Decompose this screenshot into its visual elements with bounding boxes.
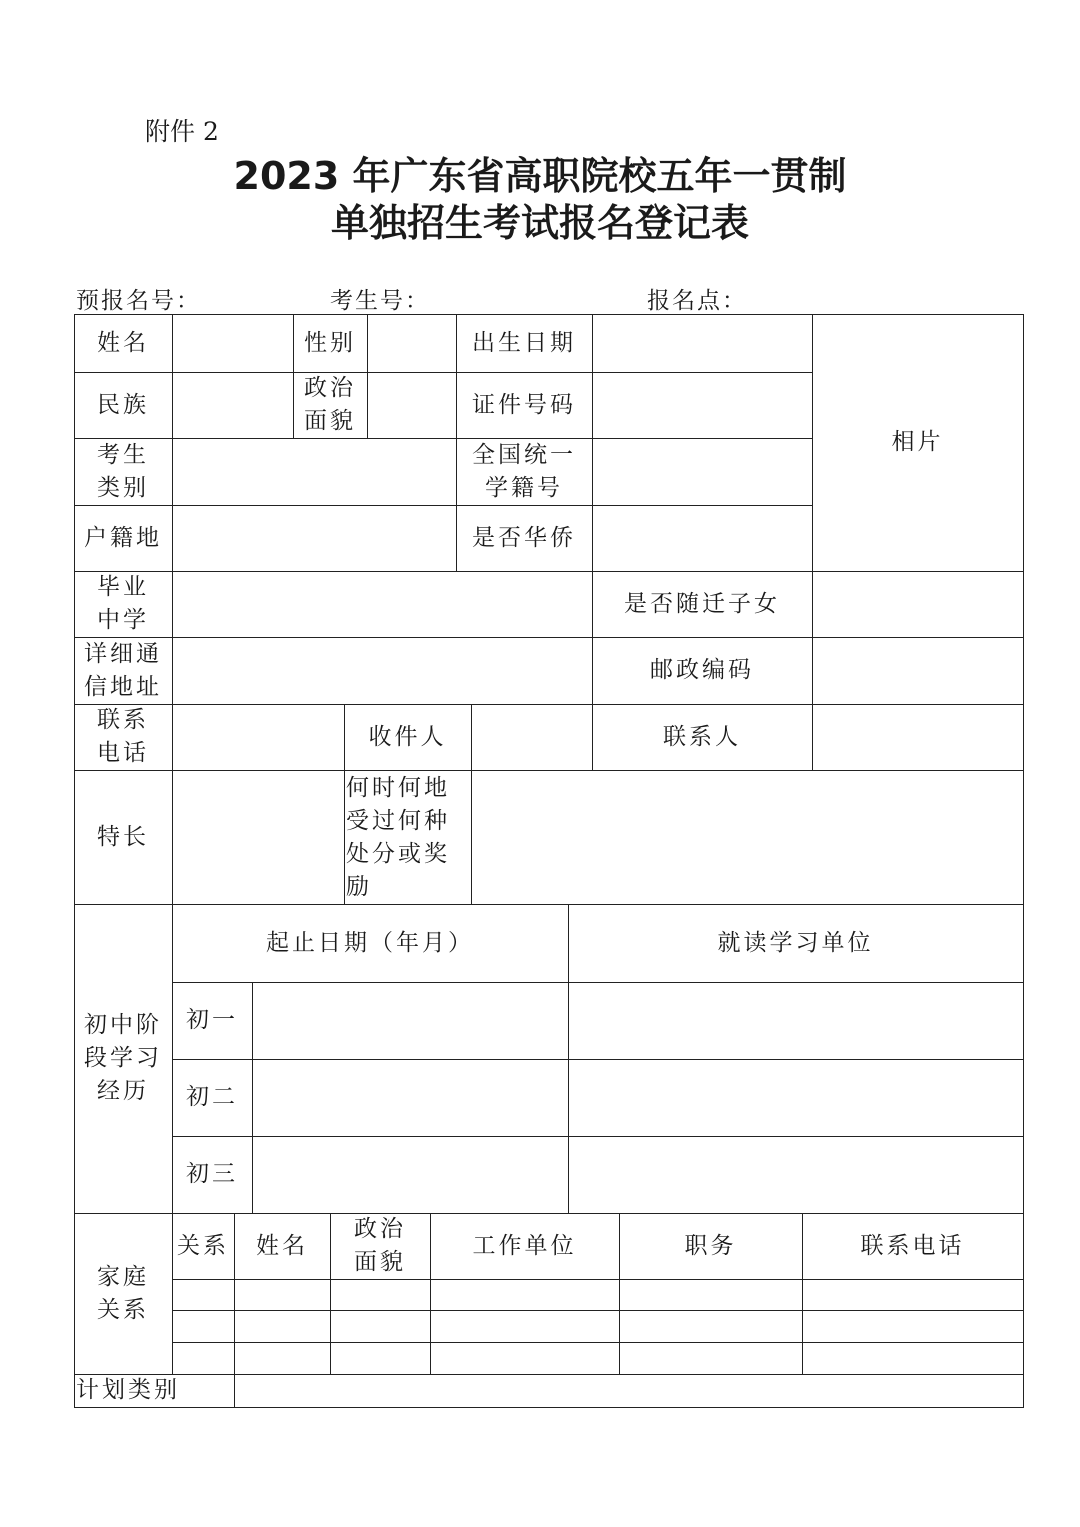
form-title-line1: 2023 年广东省高职院校五年一贯制 <box>233 154 847 198</box>
duty-header: 职务 <box>684 1232 737 1259</box>
name-label: 姓名 <box>97 329 149 356</box>
punishment-award-label: 何时何地 受过何种 处分或奖 励 <box>346 775 450 900</box>
pre-registration-number-label: 预报名号： <box>76 288 201 314</box>
phone-label: 联系 电话 <box>97 707 149 766</box>
grade-row-label: 初一 <box>186 1007 238 1033</box>
political-status-label: 政治 面貌 <box>304 375 356 434</box>
family-political-header: 政治 面貌 <box>354 1216 406 1275</box>
ethnicity-label: 民族 <box>97 391 149 418</box>
family-relations-label: 家庭 关系 <box>97 1263 149 1323</box>
contact-person-label: 联系人 <box>663 723 741 750</box>
grade-row-label: 初二 <box>186 1084 238 1110</box>
gender-label: 性别 <box>304 329 356 356</box>
grade-row-label: 初三 <box>186 1161 238 1187</box>
exam-number-label: 考生号： <box>330 288 430 314</box>
date-range-header: 起止日期（年月） <box>266 929 474 956</box>
recipient-label: 收件人 <box>368 723 447 750</box>
family-name-header: 姓名 <box>256 1232 308 1259</box>
mailing-address-label: 详细通 信地址 <box>84 640 162 700</box>
specialty-label: 特长 <box>97 823 149 850</box>
form-title-line2: 单独招生考试报名登记表 <box>330 201 749 245</box>
plan-category-label: 计划类别 <box>76 1377 180 1403</box>
id-number-label: 证件号码 <box>472 391 576 418</box>
national-student-id-label: 全国统一 学籍号 <box>472 441 576 501</box>
migrant-child-label: 是否随迁子女 <box>624 590 780 617</box>
registration-site-label: 报名点： <box>647 288 747 314</box>
candidate-category-label: 考生 类别 <box>97 441 149 501</box>
work-unit-header: 工作单位 <box>472 1232 577 1259</box>
relation-header: 关系 <box>177 1232 229 1259</box>
photo-box: 相片 <box>891 429 944 455</box>
attachment-label: 附件 2 <box>145 117 219 146</box>
family-phone-header: 联系电话 <box>860 1232 965 1259</box>
household-registration-label: 户籍地 <box>84 524 162 551</box>
overseas-chinese-label: 是否华侨 <box>472 524 576 551</box>
birth-date-label: 出生日期 <box>472 329 576 356</box>
junior-school-history-label: 初中阶 段学习 经历 <box>84 1012 162 1104</box>
study-unit-header: 就读学习单位 <box>717 929 874 956</box>
graduation-school-label: 毕业 中学 <box>97 574 149 633</box>
postcode-label: 邮政编码 <box>650 657 754 683</box>
